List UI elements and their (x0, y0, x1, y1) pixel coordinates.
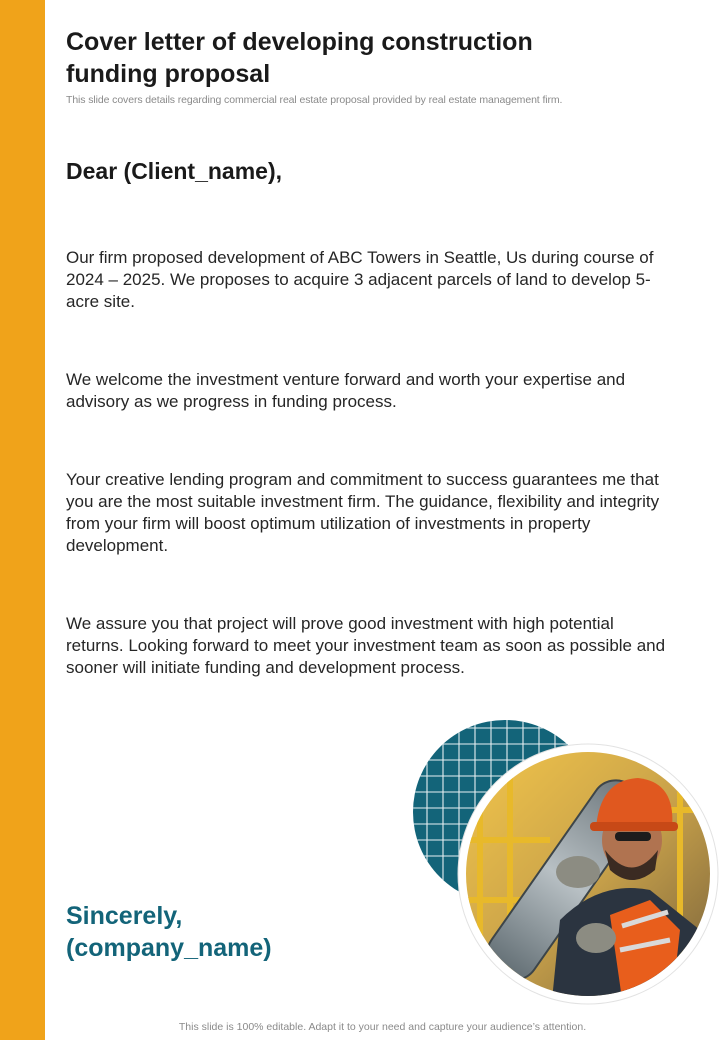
letter-paragraph: Our firm proposed development of ABC Towers in Seattle, Us during course of 2024 – 2025. We proposes to acquire 3 adjacent parcels of land to develop 5-acre site. (66, 248, 654, 311)
closing-text: Sincerely, (66, 902, 183, 930)
letter-signoff (66, 900, 272, 964)
accent-side-bar (0, 0, 45, 1040)
letter-paragraph: We welcome the investment venture forward and worth your expertise and advisory as we progress in funding process. (66, 370, 626, 411)
letter-paragraph: Your creative lending program and commitment to success guarantees me that you are the most suitable investment firm. The guidance, flexibility and integrity from your firm will boost optimum utilization of investments in property development. (66, 470, 660, 555)
letter-paragraph: We assure you that project will prove good investment with high potential returns. Looking forward to meet your investment team as soon as possible and sooner will initiate funding and development process. (66, 614, 666, 677)
construction-photo-graphic (400, 700, 720, 1020)
signature-text: (company_name) (66, 934, 272, 962)
footer-note: This slide is 100% editable. Adapt it to your need and capture your audience’s attention. (178, 1021, 587, 1033)
letter-greeting: Dear (Client_name), (66, 158, 283, 184)
page-subtitle: This slide covers details regarding commercial real estate proposal provided by real estate management firm. (66, 94, 563, 106)
page-title: Cover letter of developing construction funding proposal (66, 28, 533, 88)
